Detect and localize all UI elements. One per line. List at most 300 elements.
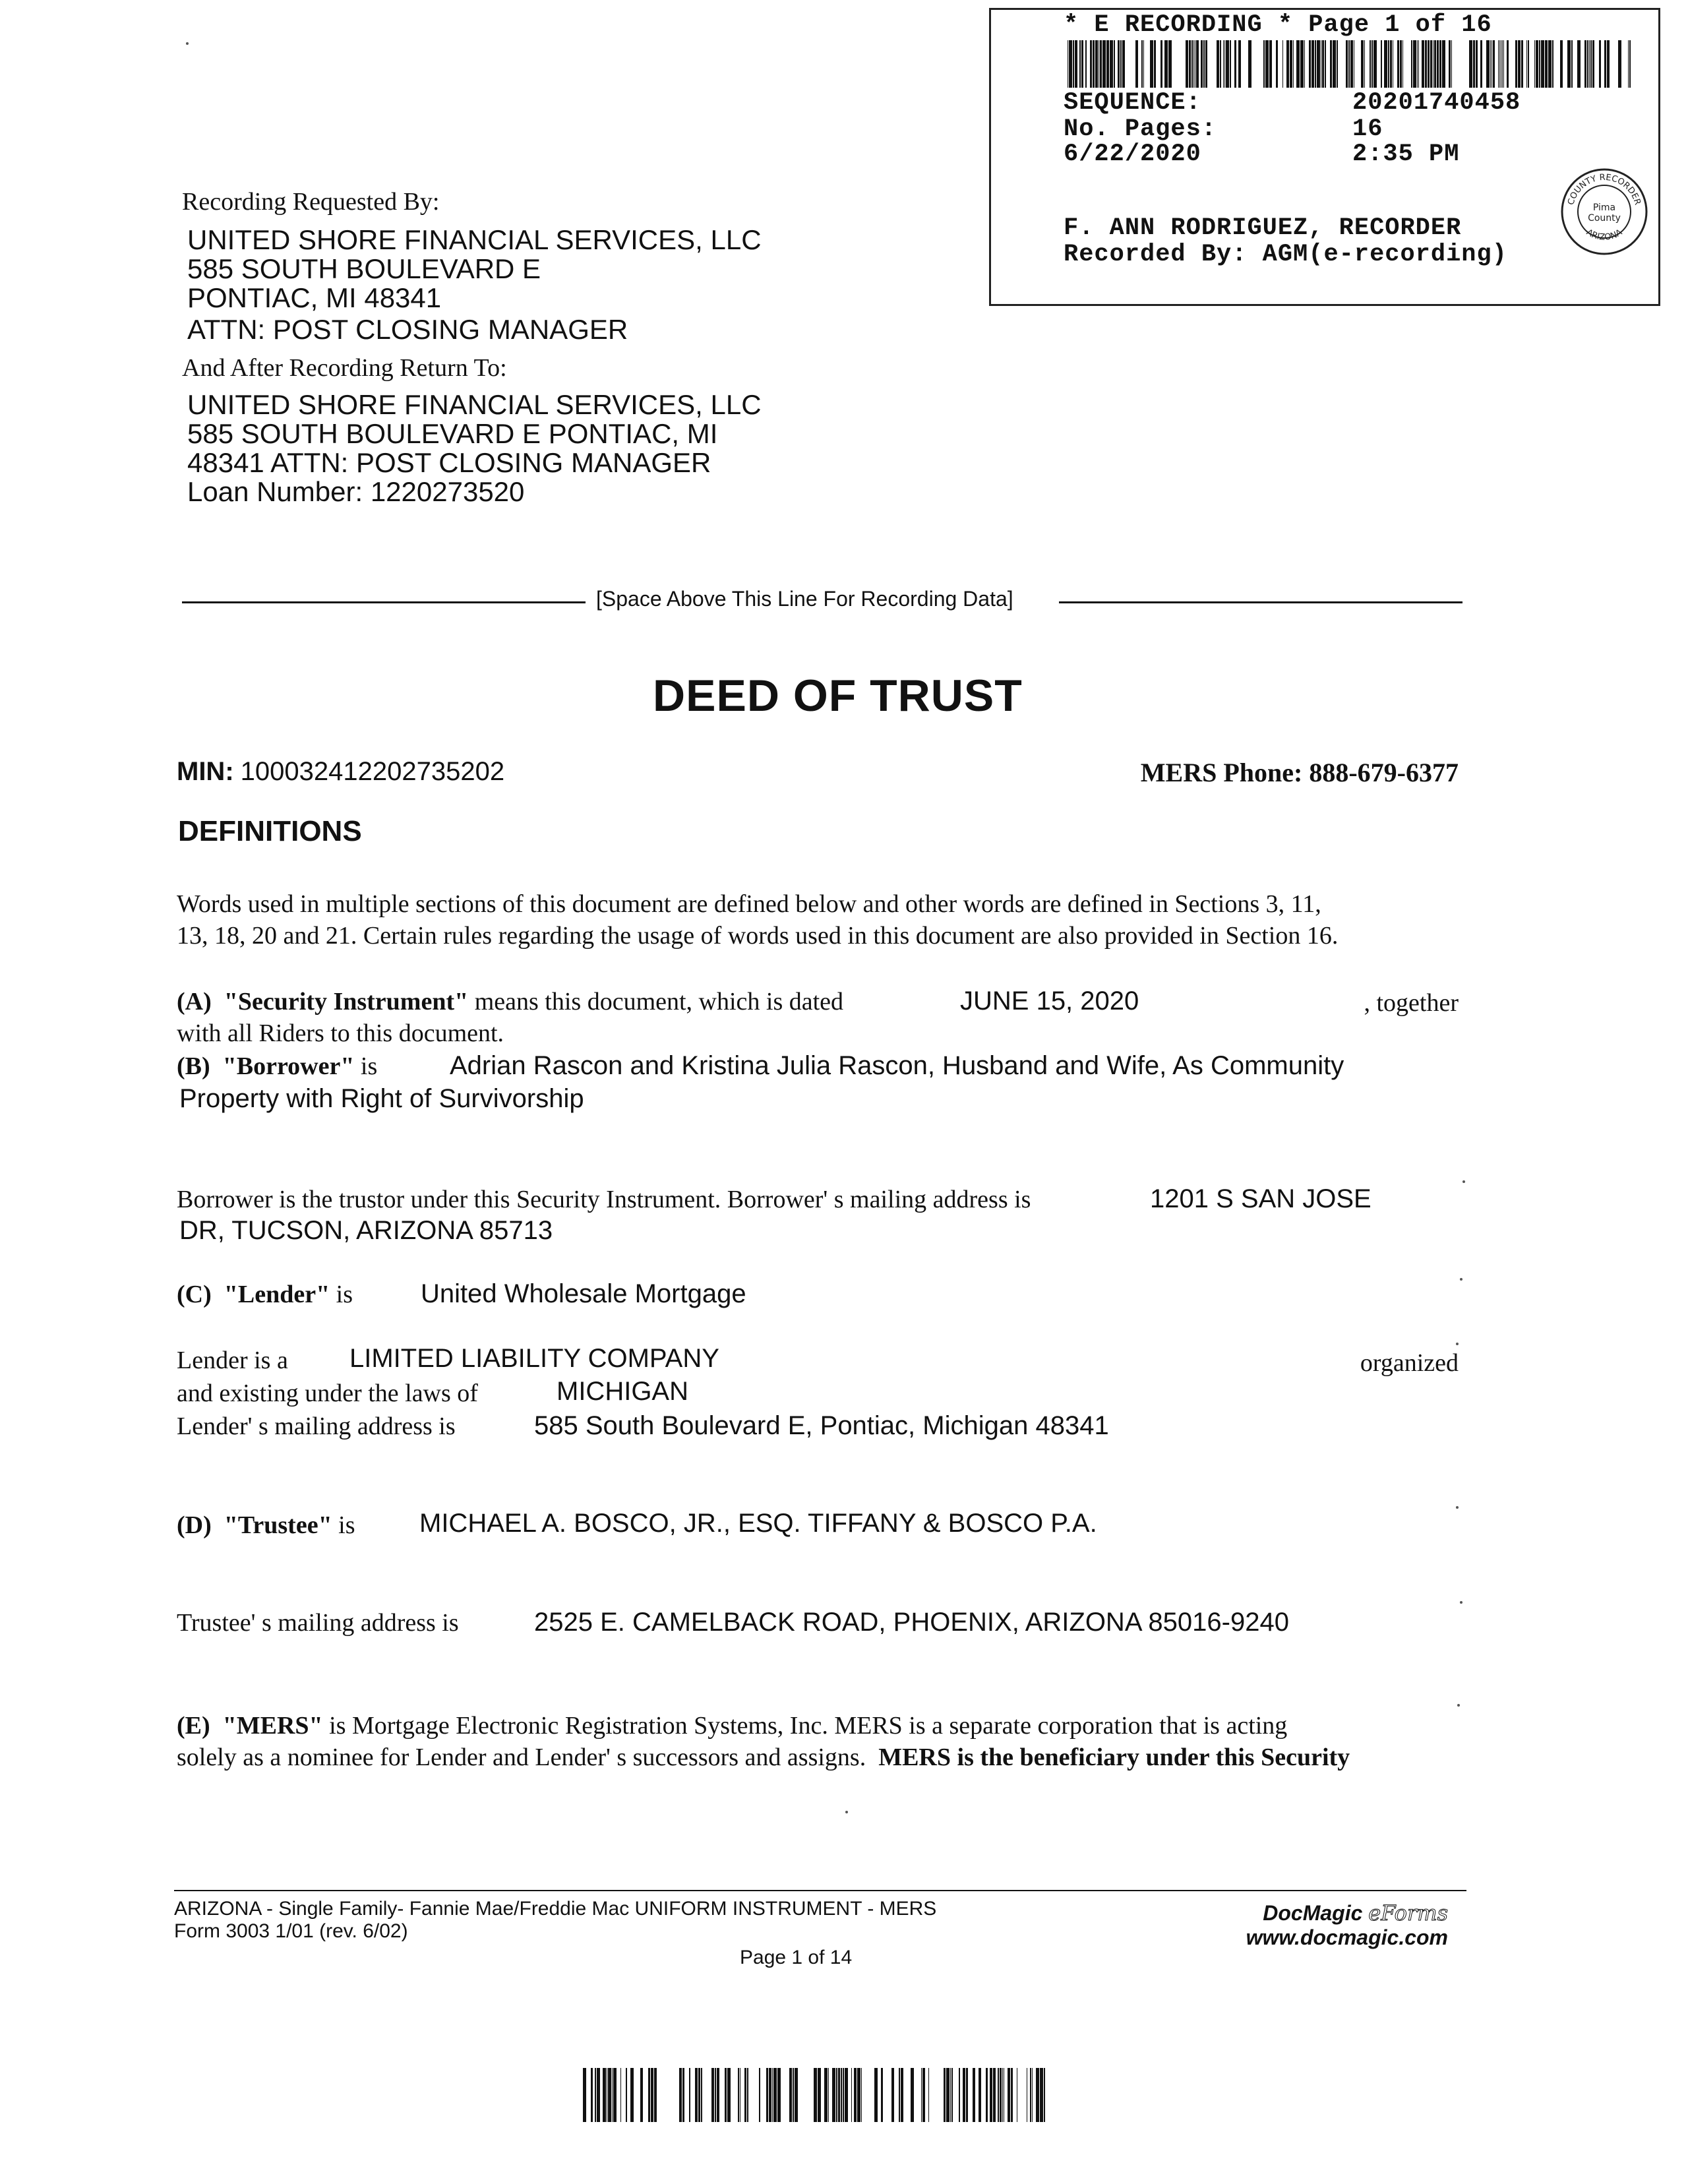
barcode-bar	[1442, 40, 1445, 88]
barcode-bar	[1030, 2068, 1031, 2122]
barcode-bar	[630, 2068, 634, 2122]
barcode-bar	[814, 2068, 817, 2122]
recorder-name: F. ANN RODRIGUEZ, RECORDER	[1064, 214, 1462, 242]
barcode-bar	[1118, 40, 1120, 88]
barcode-bar	[1604, 40, 1606, 88]
barcode-bar	[1276, 40, 1278, 88]
barcode-bar	[1193, 40, 1194, 88]
requested-by-line: UNITED SHORE FINANCIAL SERVICES, LLC	[187, 224, 762, 255]
barcode-bar	[1248, 40, 1251, 88]
barcode-bar	[1322, 40, 1324, 88]
barcode-bar	[1069, 40, 1072, 88]
lender-organized-text: organized	[1360, 1349, 1459, 1377]
barcode-bar	[640, 2068, 643, 2122]
definition-e	[177, 1711, 1287, 1741]
barcode-bar	[793, 2068, 794, 2122]
barcode-bar	[1203, 40, 1205, 88]
barcode-bar	[651, 2068, 653, 2122]
barcode-bar	[1545, 40, 1548, 88]
definition-d-term: "Trustee"	[224, 1511, 332, 1539]
barcode-bar	[1226, 40, 1229, 88]
recording-barcode	[1064, 40, 1631, 88]
barcode-bar	[1110, 40, 1113, 88]
barcode-bar	[1577, 40, 1581, 88]
barcode-bar	[944, 2068, 946, 2122]
barcode-bar	[1073, 40, 1074, 88]
barcode-bar	[648, 2068, 650, 2122]
security-instrument-date: JUNE 15, 2020	[960, 986, 1139, 1016]
sequence-value: 20201740458	[1352, 89, 1521, 117]
barcode-bar	[583, 2068, 586, 2122]
barcode-bar	[1534, 40, 1535, 88]
barcode-bar	[1040, 2068, 1043, 2122]
definition-e-text: is Mortgage Electronic Registration Systems, Inc. MERS is a separate corporation that is acting	[329, 1712, 1288, 1740]
intro-line-2: 13, 18, 20 and 21. Certain rules regarding the usage of words used in this document are also provided in Section 16.	[177, 922, 1339, 950]
barcode-bar	[1599, 40, 1601, 88]
barcode-bar	[1348, 40, 1350, 88]
barcode-bar	[766, 2068, 768, 2122]
min-line	[177, 756, 504, 787]
definition-e-term: "MERS"	[222, 1712, 323, 1740]
seal-bottom-text: ARIZONA	[1584, 228, 1624, 243]
lender-entity-type: LIMITED LIABILITY COMPANY	[349, 1344, 719, 1373]
definition-c	[177, 1279, 353, 1310]
barcode-bar	[1325, 40, 1326, 88]
barcode-bar	[1402, 40, 1403, 88]
docmagic-eforms: eForms	[1368, 1900, 1448, 1926]
barcode-bar	[1143, 40, 1144, 88]
min-value: 100032412202735202	[240, 757, 505, 786]
barcode-bar	[1300, 40, 1304, 88]
barcode-bar	[1090, 40, 1092, 88]
trustee-mailing-text: Trustee' s mailing address is	[177, 1609, 459, 1637]
barcode-bar	[851, 2068, 852, 2122]
definitions-heading: DEFINITIONS	[178, 815, 362, 847]
return-to-address	[187, 390, 762, 506]
mers-phone: MERS Phone: 888-679-6377	[1140, 758, 1459, 787]
barcode-bar	[946, 2068, 950, 2122]
requested-by-line: PONTIAC, MI 48341	[187, 282, 442, 313]
definition-d-letter: (D)	[177, 1511, 212, 1539]
barcode-bar	[1552, 40, 1553, 88]
barcode-bar	[1361, 40, 1364, 88]
scan-speck	[1456, 1343, 1459, 1345]
barcode-bar	[1333, 40, 1336, 88]
barcode-bar	[1150, 40, 1153, 88]
barcode-bar	[1044, 2068, 1045, 2122]
return-to-line: 585 SOUTH BOULEVARD E PONTIAC, MI	[187, 418, 718, 449]
barcode-bar	[1503, 40, 1504, 88]
barcode-bar	[1618, 40, 1621, 88]
barcode-bar	[899, 2068, 900, 2122]
stamp-header: * E RECORDING * Page 1 of 16	[1064, 11, 1492, 39]
barcode-bar	[1106, 40, 1109, 88]
definition-a-letter: (A)	[177, 988, 212, 1016]
barcode-bar	[1309, 40, 1311, 88]
barcode-bar	[727, 2068, 731, 2122]
barcode-bar	[1085, 40, 1087, 88]
barcode-bar	[1515, 40, 1517, 88]
barcode-bar	[963, 2068, 965, 2122]
barcode-bar	[1528, 40, 1529, 88]
lender-mailing-address: 585 South Boulevard E, Pontiac, Michigan 48341	[534, 1411, 1109, 1440]
barcode-bar	[836, 2068, 837, 2122]
barcode-bar	[1036, 2068, 1039, 2122]
definition-b-term: "Borrower"	[222, 1052, 355, 1080]
barcode-bar	[1560, 40, 1563, 88]
barcode-bar	[695, 2068, 698, 2122]
definition-b-is: is	[360, 1052, 378, 1080]
barcode-bar	[1141, 40, 1143, 88]
barcode-bar	[1411, 40, 1412, 88]
barcode-bar	[845, 2068, 848, 2122]
barcode-bar	[744, 2068, 746, 2122]
barcode-bar	[1587, 40, 1588, 88]
min-label: MIN:	[177, 757, 234, 786]
barcode-bar	[1263, 40, 1265, 88]
barcode-bar	[950, 2068, 951, 2122]
definition-a-term: "Security Instrument"	[224, 988, 469, 1016]
barcode-bar	[1186, 40, 1188, 88]
barcode-bar	[1223, 40, 1224, 88]
barcode-bar	[1220, 40, 1221, 88]
barcode-bar	[1589, 40, 1590, 88]
barcode-bar	[795, 2068, 798, 2122]
barcode-bar	[1330, 40, 1332, 88]
scan-speck	[845, 1811, 848, 1813]
definition-c-is: is	[336, 1281, 353, 1308]
barcode-bar	[682, 2068, 684, 2122]
definition-a	[177, 986, 843, 1017]
barcode-bar	[626, 2068, 627, 2122]
scan-speck	[1460, 1601, 1462, 1604]
scan-speck	[1460, 1278, 1462, 1281]
barcode-bar	[881, 2068, 883, 2122]
barcode-bar	[1269, 40, 1272, 88]
barcode-bar	[1100, 40, 1102, 88]
barcode-bar	[711, 2068, 714, 2122]
barcode-bar	[1095, 40, 1098, 88]
barcode-bar	[854, 2068, 857, 2122]
barcode-bar	[789, 2068, 792, 2122]
barcode-bar	[1428, 40, 1430, 88]
lender-name: United Wholesale Mortgage	[421, 1279, 746, 1308]
requested-by-address	[187, 226, 762, 344]
barcode-bar	[1526, 40, 1527, 88]
barcode-bar	[1567, 40, 1571, 88]
barcode-bar	[824, 2068, 828, 2122]
return-to-line: UNITED SHORE FINANCIAL SERVICES, LLC	[187, 389, 762, 420]
barcode-bar	[1390, 40, 1392, 88]
barcode-bar	[1008, 2068, 1010, 2122]
barcode-bar	[1499, 40, 1500, 88]
barcode-bar	[1571, 40, 1573, 88]
barcode-bar	[1373, 40, 1377, 88]
intro-line-1: Words used in multiple sections of this document are defined below and other words are defined in Sections 3, 11,	[177, 890, 1321, 918]
barcode-bar	[1160, 40, 1162, 88]
barcode-bar	[1372, 40, 1373, 88]
lender-laws-text: and existing under the laws of	[177, 1380, 478, 1407]
barcode-bar	[1548, 40, 1552, 88]
loan-number: Loan Number: 1220273520	[187, 476, 525, 507]
return-to-line: 48341 ATTN: POST CLOSING MANAGER	[187, 447, 711, 478]
scan-speck	[1462, 1180, 1465, 1183]
scan-speck	[1457, 1704, 1460, 1707]
definition-c-letter: (C)	[177, 1281, 212, 1308]
barcode-bar	[1430, 40, 1432, 88]
barcode-bar	[1154, 40, 1156, 88]
barcode-bar	[1191, 40, 1193, 88]
barcode-bar	[1317, 40, 1320, 88]
barcode-bar	[1002, 2068, 1003, 2122]
definition-d	[177, 1510, 355, 1540]
barcode-bar	[959, 2068, 960, 2122]
trustee-mailing-address: 2525 E. CAMELBACK ROAD, PHOENIX, ARIZONA 85016-9240	[534, 1608, 1289, 1637]
borrower-name-line2: Property with Right of Survivorship	[179, 1084, 584, 1113]
barcode-bar	[1539, 40, 1540, 88]
requested-by-line: ATTN: POST CLOSING MANAGER	[187, 314, 628, 345]
space-divider-left	[182, 601, 586, 603]
barcode-bar	[1418, 40, 1419, 88]
barcode-bar	[1434, 40, 1436, 88]
barcode-bar	[603, 2068, 606, 2122]
space-above-line-text: [Space Above This Line For Recording Data]	[596, 587, 1013, 611]
barcode-bar	[998, 2068, 999, 2122]
barcode-bar	[1370, 40, 1371, 88]
barcode-bar	[1217, 40, 1219, 88]
barcode-bar	[701, 2068, 702, 2122]
seal-top-text: COUNTY RECORDER	[1566, 172, 1643, 206]
barcode-bar	[921, 2068, 922, 2122]
space-divider-right	[1059, 601, 1462, 603]
barcode-bar	[1230, 40, 1231, 88]
barcode-bar	[986, 2068, 988, 2122]
barcode-bar	[990, 2068, 992, 2122]
seal-county-name: Pima	[1592, 202, 1616, 213]
barcode-bar	[1000, 2068, 1002, 2122]
barcode-bar	[1413, 40, 1416, 88]
barcode-bar	[1122, 40, 1125, 88]
barcode-bar	[1400, 40, 1402, 88]
barcode-bar	[1384, 40, 1387, 88]
barcode-bar	[1590, 40, 1592, 88]
barcode-bar	[1364, 40, 1365, 88]
barcode-bar	[1234, 40, 1236, 88]
barcode-bar	[1629, 40, 1631, 88]
barcode-bar	[857, 2068, 860, 2122]
barcode-bar	[1536, 40, 1538, 88]
barcode-bar	[1502, 40, 1503, 88]
barcode-bar	[1164, 40, 1168, 88]
barcode-bar	[841, 2068, 842, 2122]
lender-is-a-text: Lender is a	[177, 1347, 288, 1374]
barcode-bar	[608, 2068, 611, 2122]
barcode-bar	[769, 2068, 771, 2122]
recording-stamp	[989, 8, 1660, 306]
docmagic-brand: DocMagic	[1263, 1901, 1363, 1925]
barcode-bar	[979, 2068, 981, 2122]
barcode-bar	[1397, 40, 1399, 88]
barcode-bar	[1135, 40, 1138, 88]
pages-label: No. Pages:	[1064, 115, 1217, 143]
barcode-bar	[717, 2068, 719, 2122]
barcode-bar	[772, 2068, 773, 2122]
barcode-bar	[1265, 40, 1269, 88]
definition-e-text2: solely as a nominee for Lender and Lender' s successors and assigns.	[177, 1744, 866, 1771]
barcode-bar	[1476, 40, 1478, 88]
barcode-bar	[759, 2068, 760, 2122]
barcode-bar	[613, 2068, 617, 2122]
barcode-bar	[1507, 40, 1509, 88]
barcode-bar	[1011, 2068, 1013, 2122]
barcode-bar	[993, 2068, 996, 2122]
footer-form-line1: ARIZONA - Single Family- Fannie Mae/Freddie Mac UNIFORM INSTRUMENT - MERS	[174, 1898, 937, 1920]
barcode-bar	[874, 2068, 878, 2122]
recording-date: 6/22/2020	[1064, 140, 1201, 168]
definition-a-line2: with all Riders to this document.	[177, 1019, 504, 1047]
barcode-bar	[1493, 40, 1495, 88]
barcode-bar	[1417, 40, 1418, 88]
pages-value: 16	[1352, 115, 1383, 143]
barcode-bar	[1290, 40, 1292, 88]
definition-c-term: "Lender"	[224, 1281, 330, 1308]
barcode-bar	[1168, 40, 1172, 88]
barcode-bar	[843, 2068, 844, 2122]
barcode-bar	[595, 2068, 596, 2122]
barcode-bar	[1388, 40, 1389, 88]
lender-mailing-text: Lender' s mailing address is	[177, 1412, 456, 1440]
barcode-bar	[1196, 40, 1199, 88]
barcode-bar	[1425, 40, 1427, 88]
barcode-bar	[1311, 40, 1314, 88]
definition-d-is: is	[338, 1511, 355, 1539]
barcode-bar	[818, 2068, 821, 2122]
footer-form-line2: Form 3003 1/01 (rev. 6/02)	[174, 1920, 408, 1942]
requested-by-label: Recording Requested By:	[182, 188, 440, 216]
barcode-bar	[973, 2068, 975, 2122]
barcode-bar	[1304, 40, 1305, 88]
document-title: DEED OF TRUST	[653, 671, 1023, 721]
barcode-bar	[1498, 40, 1499, 88]
scan-speck	[1456, 1506, 1459, 1509]
barcode-bar	[1518, 40, 1521, 88]
barcode-bar	[591, 2068, 593, 2122]
barcode-bar	[597, 2068, 600, 2122]
barcode-bar	[738, 2068, 739, 2122]
barcode-bar	[1473, 40, 1475, 88]
barcode-bar	[911, 2068, 914, 2122]
barcode-bar	[1081, 40, 1083, 88]
barcode-bar	[1120, 40, 1122, 88]
barcode-bar	[1189, 40, 1191, 88]
definition-e-letter: (E)	[177, 1712, 210, 1740]
barcode-bar	[1541, 40, 1544, 88]
barcode-bar	[1075, 40, 1077, 88]
barcode-bar	[838, 2068, 840, 2122]
barcode-bar	[1093, 40, 1095, 88]
barcode-bar	[715, 2068, 716, 2122]
docmagic-website: www.docmagic.com	[1246, 1926, 1448, 1949]
recorded-by: Recorded By: AGM(e-recording)	[1064, 241, 1507, 268]
barcode-bar	[1032, 2068, 1033, 2122]
barcode-bar	[777, 2068, 781, 2122]
trustee-name: MICHAEL A. BOSCO, JR., ESQ. TIFFANY & BOSCO P.A.	[419, 1509, 1097, 1538]
barcode-bar	[1486, 40, 1490, 88]
borrower-name-line1: Adrian Rascon and Kristina Julia Rascon, Husband and Wife, As Community	[450, 1051, 1344, 1080]
barcode-bar	[1451, 40, 1452, 88]
barcode-bar	[1238, 40, 1241, 88]
borrower-address-line1: 1201 S SAN JOSE	[1150, 1184, 1372, 1213]
barcode-bar	[1102, 40, 1106, 88]
barcode-bar	[612, 2068, 613, 2122]
barcode-bar	[1224, 40, 1225, 88]
barcode-bar	[1337, 40, 1338, 88]
barcode-bar	[1422, 40, 1424, 88]
footer-divider	[174, 1890, 1466, 1891]
docmagic-logo	[1263, 1900, 1448, 1926]
barcode-bar	[698, 2068, 700, 2122]
definition-b	[177, 1051, 377, 1081]
barcode-bar	[832, 2068, 835, 2122]
barcode-bar	[1607, 40, 1610, 88]
definition-a-text: means this document, which is dated	[474, 988, 844, 1016]
barcode-bar	[1293, 40, 1294, 88]
barcode-bar	[922, 2068, 925, 2122]
barcode-bar	[861, 2068, 862, 2122]
lender-state: MICHIGAN	[557, 1377, 688, 1406]
barcode-bar	[1114, 40, 1115, 88]
barcode-bar	[1286, 40, 1289, 88]
barcode-bar	[725, 2068, 727, 2122]
barcode-bar	[1201, 40, 1203, 88]
sequence-label: SEQUENCE:	[1064, 89, 1201, 117]
footer-page-number: Page 1 of 14	[740, 1947, 853, 1968]
borrower-address-text: Borrower is the trustor under this Security Instrument. Borrower' s mailing address is	[177, 1186, 1031, 1213]
barcode-bar	[928, 2068, 929, 2122]
barcode-bar	[1584, 40, 1586, 88]
scan-speck	[186, 42, 189, 45]
barcode-bar	[1350, 40, 1353, 88]
barcode-bar	[1346, 40, 1348, 88]
barcode-bar	[689, 2068, 690, 2122]
borrower-address-line2: DR, TUCSON, ARIZONA 85713	[179, 1216, 553, 1245]
definition-a-together: , together	[1364, 989, 1459, 1017]
barcode-bar	[620, 2068, 621, 2122]
barcode-bar	[1315, 40, 1316, 88]
barcode-bar	[1521, 40, 1523, 88]
barcode-bar	[1437, 40, 1439, 88]
barcode-bar	[773, 2068, 777, 2122]
definition-b-letter: (B)	[177, 1052, 210, 1080]
return-to-label: And After Recording Return To:	[182, 354, 507, 382]
definition-e-bold-tail: MERS is the beneficiary under this Security	[878, 1744, 1350, 1771]
definition-e-line2	[177, 1742, 1350, 1773]
barcode-bar	[747, 2068, 748, 2122]
barcode-bar	[1628, 40, 1629, 88]
barcode-bar	[1490, 40, 1491, 88]
county-seal-icon	[1559, 167, 1649, 257]
barcode-bar	[679, 2068, 682, 2122]
barcode-bar	[951, 2068, 953, 2122]
barcode-bar	[1480, 40, 1482, 88]
barcode-bar	[1282, 40, 1283, 88]
document-barcode	[579, 2068, 1055, 2122]
barcode-bar	[966, 2068, 968, 2122]
barcode-bar	[1079, 40, 1081, 88]
recording-time: 2:35 PM	[1352, 140, 1460, 168]
barcode-bar	[891, 2068, 894, 2122]
barcode-bar	[1205, 40, 1207, 88]
